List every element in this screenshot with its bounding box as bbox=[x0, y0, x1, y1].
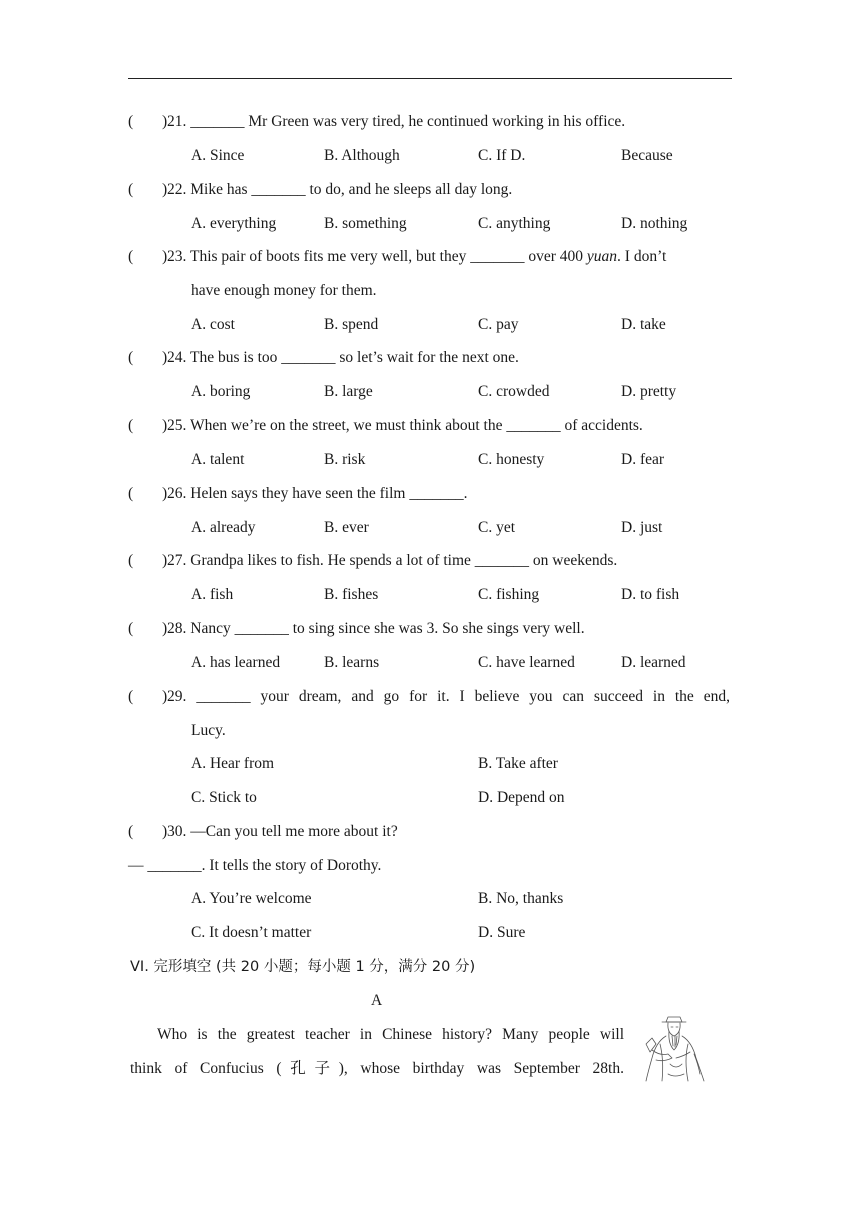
answer-paren-open: ( bbox=[128, 823, 134, 840]
option-d: D. nothing bbox=[621, 215, 688, 232]
answer-paren-close: ) bbox=[162, 552, 168, 569]
option-d: D. learned bbox=[621, 654, 686, 671]
answer-paren-close: ) bbox=[162, 181, 168, 198]
answer-paren-open: ( bbox=[128, 349, 134, 366]
header-rule bbox=[128, 78, 732, 79]
question-text: 29. _______ your dream, and go for it. I believe you can succeed in the end, bbox=[167, 688, 730, 705]
option-a: A. everything bbox=[191, 215, 277, 232]
option-c: C. It doesn’t matter bbox=[191, 924, 312, 941]
option-c: C. anything bbox=[478, 215, 551, 232]
answer-paren-close: ) bbox=[162, 688, 168, 705]
option-b: B. risk bbox=[324, 451, 366, 468]
option-b: B. ever bbox=[324, 519, 369, 536]
option-a: A. cost bbox=[191, 316, 235, 333]
answer-paren-open: ( bbox=[128, 181, 134, 198]
answer-paren-open: ( bbox=[128, 552, 134, 569]
answer-paren-close: ) bbox=[162, 349, 168, 366]
answer-paren-open: ( bbox=[128, 485, 134, 502]
option-c: C. have learned bbox=[478, 654, 575, 671]
option-a: A. fish bbox=[191, 586, 234, 603]
answer-paren-open: ( bbox=[128, 688, 134, 705]
answer-paren-close: ) bbox=[162, 485, 168, 502]
question-text: 22. Mike has _______ to do, and he sleeps all day long. bbox=[167, 181, 513, 198]
question-text: 27. Grandpa likes to fish. He spends a lot of time _______ on weekends. bbox=[167, 552, 618, 569]
answer-paren-open: ( bbox=[128, 248, 134, 265]
option-c: C. crowded bbox=[478, 383, 550, 400]
passage-line-2: think of Confucius (孔子), whose birthday was September 28th. bbox=[130, 1060, 624, 1077]
answer-paren-open: ( bbox=[128, 113, 134, 130]
option-a: A. already bbox=[191, 519, 256, 536]
option-b: B. Although bbox=[324, 147, 400, 164]
option-c: C. If D. bbox=[478, 147, 526, 164]
answer-paren-close: ) bbox=[162, 113, 168, 130]
question-text: 24. The bus is too _______ so let’s wait for the next one. bbox=[167, 349, 519, 366]
option-d: D. take bbox=[621, 316, 666, 333]
option-a: A. You’re welcome bbox=[191, 890, 312, 907]
answer-paren-close: ) bbox=[162, 823, 168, 840]
option-a: A. Since bbox=[191, 147, 245, 164]
section-heading: VI. 完形填空 (共 20 小题；每小题 1 分，满分 20 分) bbox=[130, 959, 476, 975]
question-text-continued: have enough money for them. bbox=[191, 282, 377, 299]
question-text-continued: — _______. It tells the story of Dorothy. bbox=[128, 857, 382, 874]
option-b: B. No, thanks bbox=[478, 890, 564, 907]
option-b: B. spend bbox=[324, 316, 379, 333]
option-a: A. talent bbox=[191, 451, 245, 468]
option-d: D. Sure bbox=[478, 924, 526, 941]
answer-paren-close: ) bbox=[162, 417, 168, 434]
option-b: B. something bbox=[324, 215, 407, 232]
option-d: D. to fish bbox=[621, 586, 680, 603]
option-a: A. boring bbox=[191, 383, 251, 400]
option-c: C. pay bbox=[478, 316, 519, 333]
question-text-continued: Lucy. bbox=[191, 722, 226, 739]
question-text: 26. Helen says they have seen the film _______. bbox=[167, 485, 468, 502]
option-c: C. fishing bbox=[478, 586, 540, 603]
question-text: 23. This pair of boots fits me very well, but they _______ over 400 yuan. I don’t bbox=[167, 248, 667, 265]
question-text: 28. Nancy _______ to sing since she was 3. So she sings very well. bbox=[167, 620, 585, 637]
confucius-icon bbox=[638, 1014, 712, 1082]
option-c: C. yet bbox=[478, 519, 516, 536]
answer-paren-close: ) bbox=[162, 620, 168, 637]
option-a: A. Hear from bbox=[191, 755, 275, 772]
question-text: 25. When we’re on the street, we must think about the _______ of accidents. bbox=[167, 417, 643, 434]
confucius-illustration bbox=[638, 1014, 712, 1082]
question-text: 21. _______ Mr Green was very tired, he continued working in his office. bbox=[167, 113, 626, 130]
option-b: B. large bbox=[324, 383, 373, 400]
option-d: D. Depend on bbox=[478, 789, 565, 806]
option-c: C. Stick to bbox=[191, 789, 257, 806]
option-a: A. has learned bbox=[191, 654, 281, 671]
answer-paren-close: ) bbox=[162, 248, 168, 265]
option-d: D. fear bbox=[621, 451, 665, 468]
answer-paren-open: ( bbox=[128, 417, 134, 434]
option-b: B. fishes bbox=[324, 586, 379, 603]
option-b: B. Take after bbox=[478, 755, 558, 772]
question-text: 30. —Can you tell me more about it? bbox=[167, 823, 398, 840]
option-c: C. honesty bbox=[478, 451, 545, 468]
option-b: B. learns bbox=[324, 654, 380, 671]
passage-line-1: Who is the greatest teacher in Chinese history? Many people will bbox=[157, 1026, 624, 1043]
passage-label: A bbox=[371, 992, 383, 1009]
option-d: D. just bbox=[621, 519, 663, 536]
option-d: Because bbox=[621, 147, 673, 164]
answer-paren-open: ( bbox=[128, 620, 134, 637]
option-d: D. pretty bbox=[621, 383, 677, 400]
